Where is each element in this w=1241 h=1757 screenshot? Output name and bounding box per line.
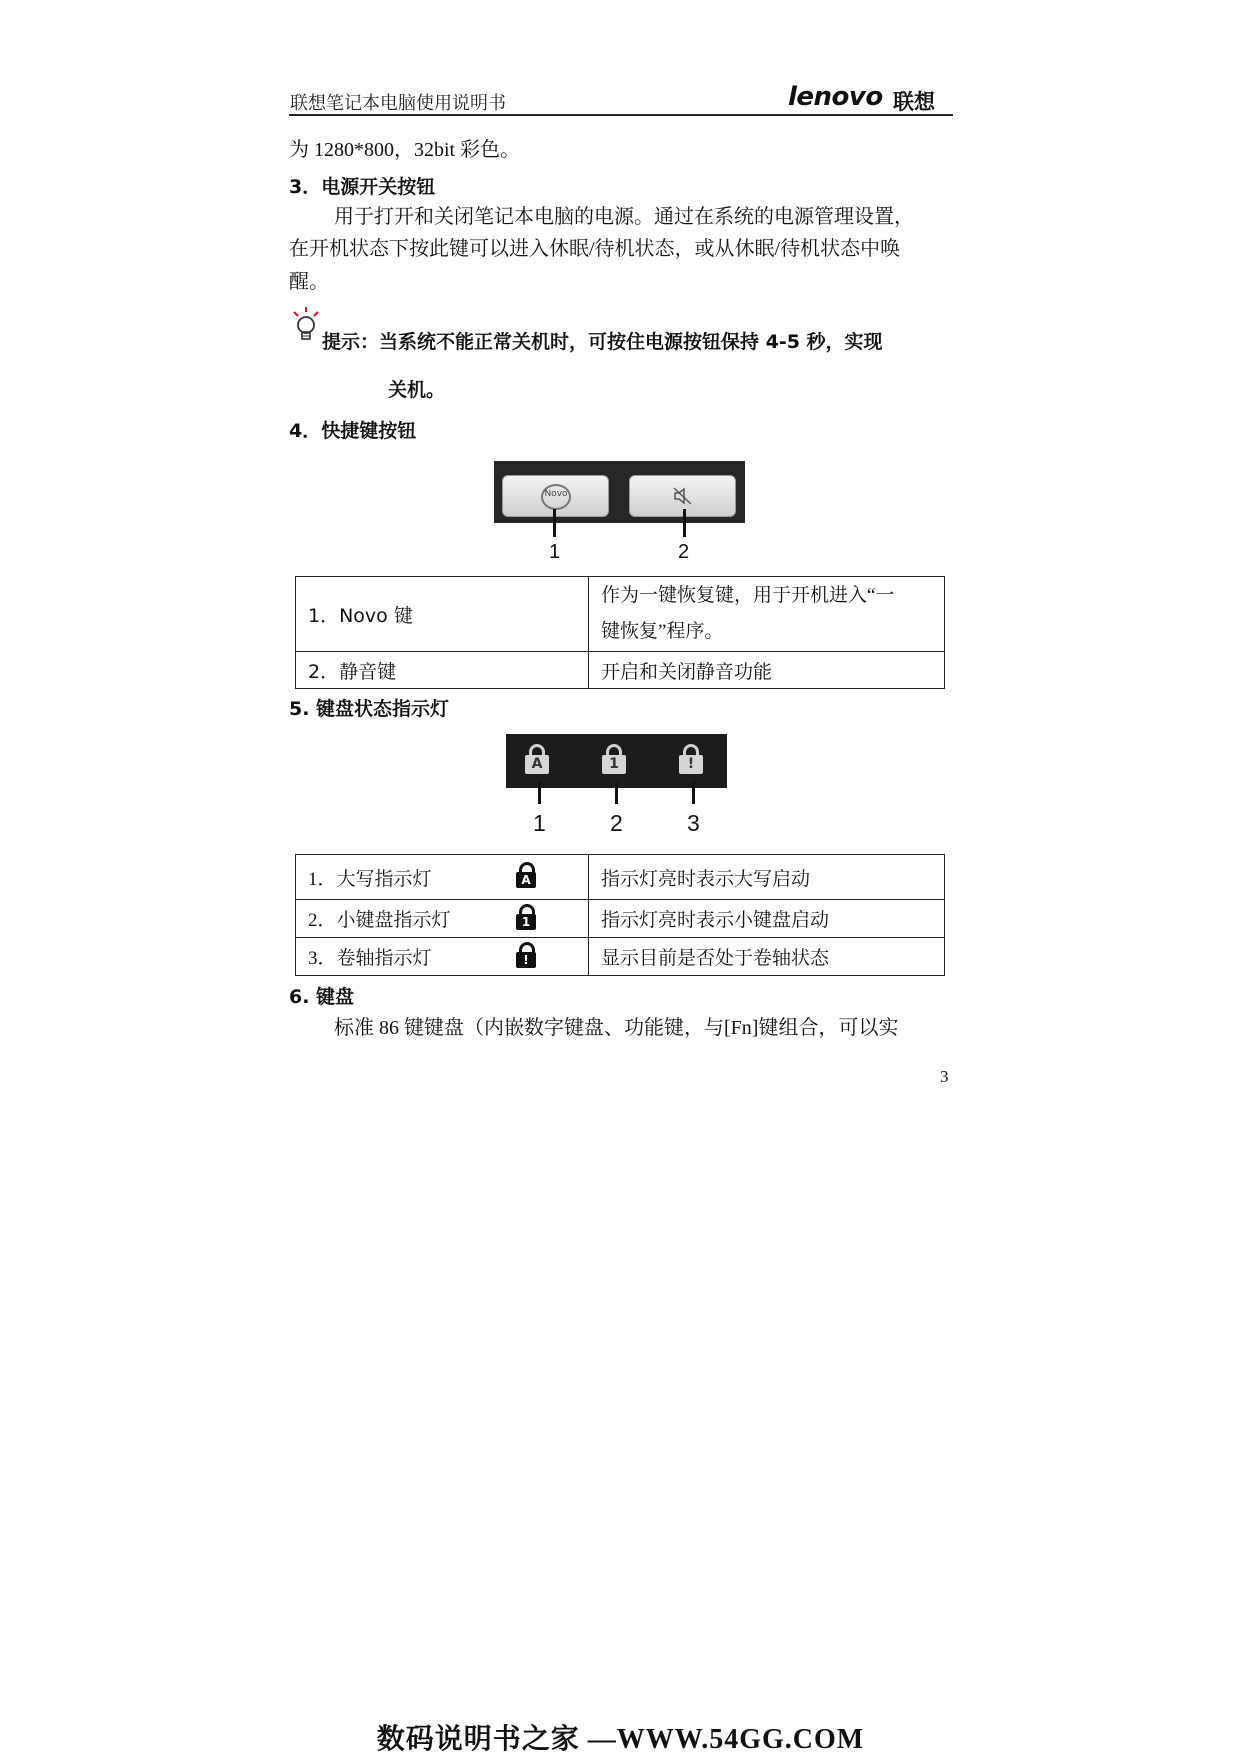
callout-line-2 — [615, 782, 618, 804]
section3-para-line3: 醒。 — [289, 271, 329, 293]
hotkey-name-cell: 1．Novo 键 — [296, 577, 589, 652]
section4-heading: 4．快捷键按钮 — [289, 420, 417, 442]
footer-watermark: 数码说明书之家 —WWW.54GG.COM — [376, 1724, 865, 1755]
novo-key-text: Novo — [544, 489, 568, 499]
hotkey-table — [295, 576, 945, 689]
indicator-name-cell — [296, 855, 589, 900]
indicator-name-cell — [296, 938, 589, 976]
table-row — [296, 855, 945, 900]
indicator-desc-cell: 指示灯亮时表示大写启动 — [589, 855, 945, 900]
hotkey-desc-line1: 作为一键恢复键，用于开机进入“一 — [601, 585, 895, 606]
callout-number-1: 1 — [549, 541, 561, 563]
hotkey-buttons-photo — [494, 461, 745, 523]
table-row — [296, 652, 945, 689]
scroll-lock-light-icon: ! — [679, 744, 703, 774]
indicator-name: 3．卷轴指示灯 — [308, 948, 432, 969]
lenovo-logo: lenovo — [788, 82, 883, 112]
callout-number-3: 3 — [687, 810, 700, 836]
caps-lock-icon: A — [516, 862, 536, 888]
callout-line-1 — [538, 782, 541, 804]
callout-number-1: 1 — [533, 810, 546, 836]
scroll-lock-icon: ! — [516, 942, 536, 968]
hotkey-desc-cell: 开启和关闭静音功能 — [589, 652, 945, 689]
table-row — [296, 577, 945, 652]
tip-line2: 关机。 — [388, 379, 446, 401]
indicator-name-cell — [296, 900, 589, 938]
section3-para-line2: 在开机状态下按此键可以进入休眠/待机状态，或从休眠/待机状态中唤 — [289, 238, 901, 260]
lenovo-logo-cn: 联想 — [893, 90, 935, 114]
callout-number-2: 2 — [610, 810, 623, 836]
mute-speaker-icon — [672, 486, 694, 506]
section6-heading: 6. 键盘 — [289, 986, 355, 1008]
indicator-lights-photo — [506, 734, 727, 788]
page-number: 3 — [940, 1067, 949, 1086]
callout-line-1 — [553, 509, 556, 537]
table-row — [296, 938, 945, 976]
table-row — [296, 900, 945, 938]
section6-para-line1: 标准 86 键键盘（内嵌数字键盘、功能键，与[Fn]键组合，可以实 — [334, 1017, 899, 1039]
section5-heading: 5. 键盘状态指示灯 — [289, 698, 450, 720]
header-title: 联想笔记本电脑使用说明书 — [290, 93, 506, 113]
indicator-table — [295, 854, 945, 976]
callout-line-2 — [683, 509, 686, 537]
indicator-name: 2．小键盘指示灯 — [308, 910, 451, 931]
section3-para-line1: 用于打开和关闭笔记本电脑的电源。通过在系统的电源管理设置， — [334, 206, 914, 228]
indicator-name: 1．大写指示灯 — [308, 868, 432, 890]
caps-lock-light-icon: A — [525, 744, 549, 774]
tip-lightbulb-icon — [289, 306, 323, 346]
callout-number-2: 2 — [678, 541, 690, 563]
intro-line: 为 1280*800，32bit 彩色。 — [289, 139, 521, 161]
indicator-desc-cell: 显示目前是否处于卷轴状态 — [589, 938, 945, 976]
tip-line1: 提示：当系统不能正常关机时，可按住电源按钮保持 4-5 秒，实现 — [322, 331, 883, 353]
num-lock-light-icon: 1 — [602, 744, 626, 774]
num-lock-icon: 1 — [516, 904, 536, 930]
header-rule — [289, 114, 953, 116]
callout-line-3 — [692, 782, 695, 804]
indicator-desc-cell: 指示灯亮时表示小键盘启动 — [589, 900, 945, 938]
hotkey-name-cell: 2．静音键 — [296, 652, 589, 689]
hotkey-desc-cell — [589, 577, 945, 652]
hotkey-desc-line2: 键恢复”程序。 — [601, 621, 724, 642]
section3-heading: 3．电源开关按钮 — [289, 176, 436, 198]
